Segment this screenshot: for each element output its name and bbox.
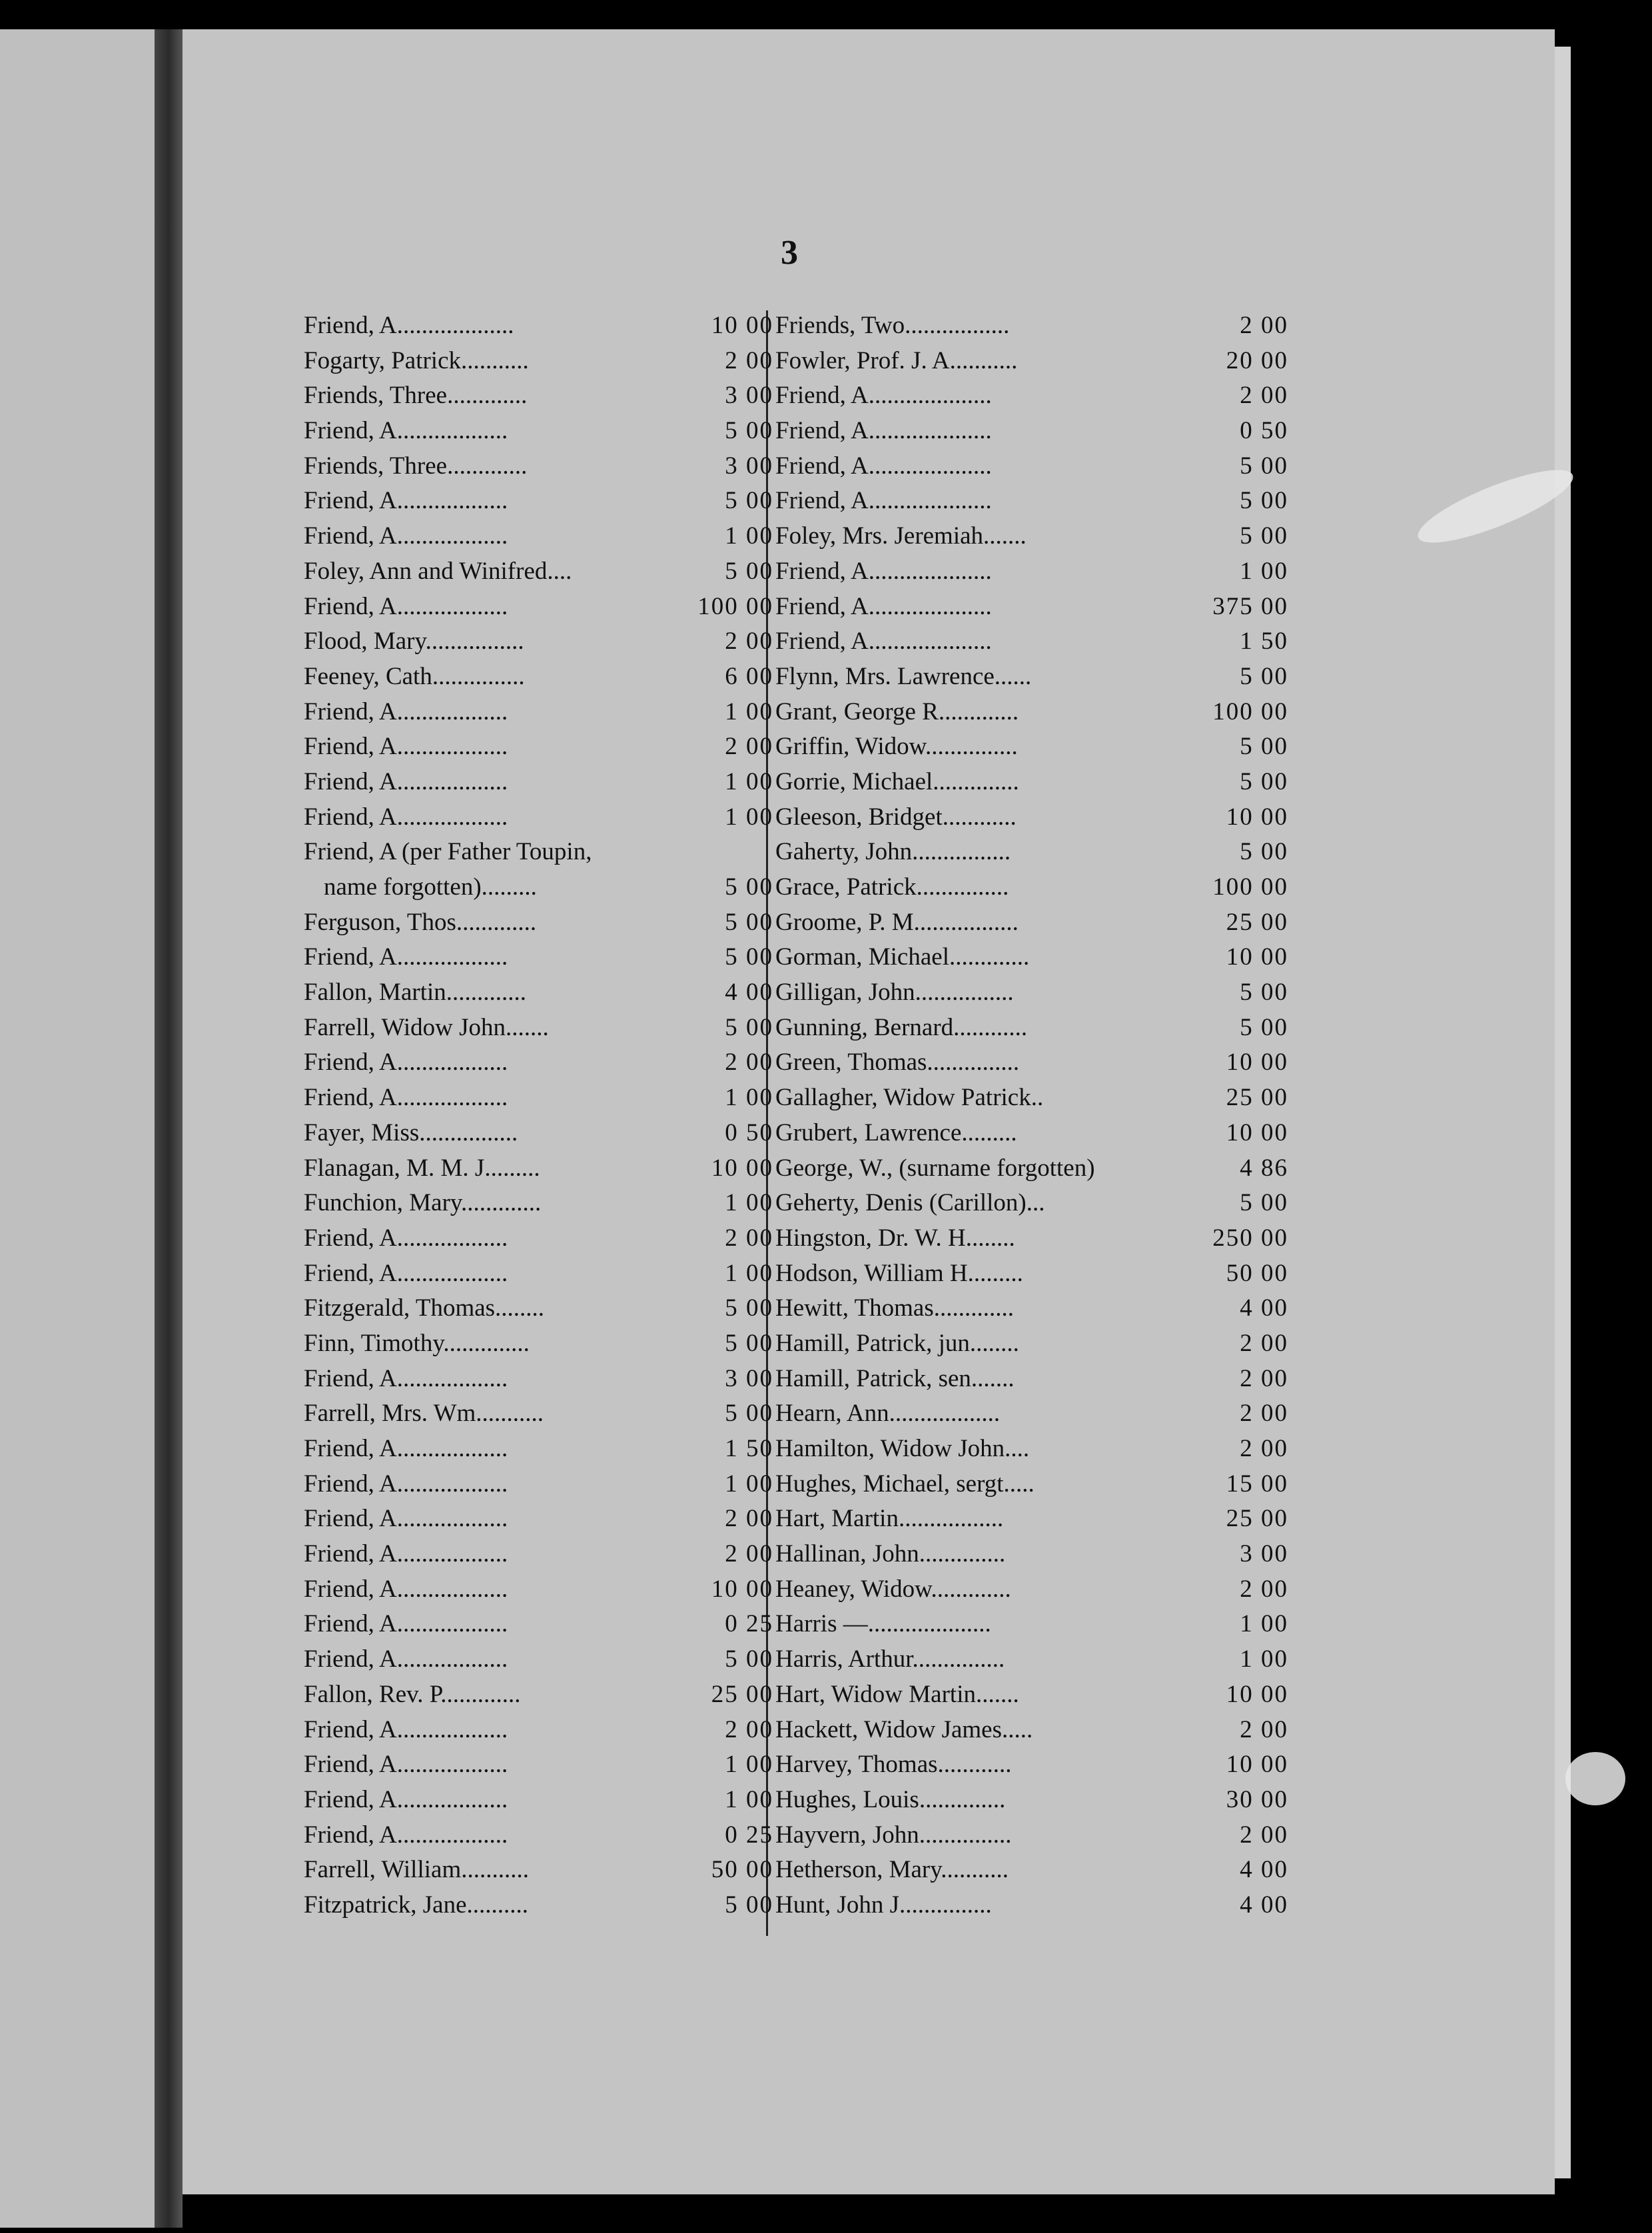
donor-name: Flanagan, M. M. J......... [304,1154,540,1182]
list-item [304,940,773,975]
donor-name: Feeney, Cath............... [304,662,525,690]
donor-name: Harris, Arthur............... [775,1645,1005,1673]
donation-amount: 6 00 [725,662,773,690]
donor-name: Friend, A.................... [775,382,992,410]
list-item [304,1888,773,1923]
donation-amount: 5 00 [1240,767,1288,795]
donation-amount: 0 25 [725,1821,773,1849]
list-item [775,1467,1288,1502]
donor-name: Hayvern, John............... [775,1821,1012,1849]
donation-amount: 1 00 [725,697,773,725]
list-item [304,308,773,344]
list-item [304,1116,773,1151]
list-item [775,1572,1288,1607]
list-item [304,660,773,695]
list-item [304,1081,773,1116]
donor-name: Friend, A.................. [304,1470,508,1498]
list-item [304,1467,773,1502]
donor-name: Friends, Three............. [304,452,528,480]
list-item [775,1256,1288,1292]
list-item [775,1853,1288,1888]
donor-name: Friend, A.................... [775,628,992,656]
donation-amount: 25 00 [711,1680,773,1708]
donor-name: Fitzpatrick, Jane.......... [304,1891,529,1919]
list-item [304,1186,773,1221]
donation-amount: 0 50 [1240,417,1288,445]
donor-name: Friend, A.................. [304,1715,508,1743]
donor-name: Grace, Patrick............... [775,873,1009,901]
list-item [304,1537,773,1572]
list-item [775,729,1288,765]
donor-name: Hodson, William H......... [775,1259,1023,1287]
donor-name: Farrell, Mrs. Wm........... [304,1400,544,1428]
donor-name: Hamill, Patrick, sen....... [775,1364,1015,1392]
list-item [775,1607,1288,1642]
list-item [775,1116,1288,1151]
list-item [304,484,773,519]
donor-name: Friend, A.................... [775,487,992,515]
donor-name: Harvey, Thomas............ [775,1751,1012,1779]
donation-amount: 375 00 [1212,592,1288,620]
donor-name: Hearn, Ann.................. [775,1400,1001,1428]
donation-amount: 5 00 [725,1294,773,1322]
donor-name: George, W., (surname forgotten) [775,1154,1095,1182]
donor-name: Funchion, Mary............. [304,1189,542,1217]
donor-name: Fogarty, Patrick........... [304,346,529,374]
donation-amount: 1 00 [725,1470,773,1498]
donation-amount: 2 00 [1240,312,1288,339]
donation-amount: 25 00 [1226,908,1288,936]
donation-amount: 30 00 [1226,1785,1288,1813]
book-spine [155,29,183,2228]
donor-name: Foley, Mrs. Jeremiah....... [775,522,1027,550]
donation-amount: 100 00 [1212,873,1288,901]
donation-amount: 50 00 [711,1856,773,1884]
donor-name: Friend, A.................. [304,767,508,795]
donation-amount: 5 00 [1240,838,1288,866]
donation-amount: 5 00 [1240,1013,1288,1041]
donor-name: Hewitt, Thomas............. [775,1294,1014,1322]
list-item [775,1642,1288,1677]
list-item [775,554,1288,590]
list-item [304,1326,773,1362]
donor-name: Gallagher, Widow Patrick.. [775,1084,1044,1112]
donor-name: Friend, A.................. [304,1224,508,1252]
right-column-list [775,308,1288,1923]
donation-amount: 10 00 [1226,1680,1288,1708]
list-item [775,800,1288,835]
donation-amount: 3 00 [725,1364,773,1392]
donation-amount: 25 00 [1226,1505,1288,1533]
donor-name: Gaherty, John................ [775,838,1011,866]
list-item [304,378,773,414]
list-item [775,1888,1288,1923]
list-item [304,1783,773,1818]
donor-name: Hughes, Michael, sergt..... [775,1470,1034,1498]
list-item [775,519,1288,554]
donor-name: Hamill, Patrick, jun........ [775,1329,1019,1357]
list-item [304,1396,773,1432]
donation-amount: 10 00 [1226,1118,1288,1146]
donor-name: Gleeson, Bridget............ [775,803,1017,831]
list-item [304,1432,773,1467]
donor-name: Friend, A.................. [304,417,508,445]
list-item [775,1186,1288,1221]
donor-name: Friend, A.................. [304,1049,508,1077]
list-item [775,378,1288,414]
donor-name: Griffin, Widow............... [775,733,1018,761]
list-item [775,624,1288,660]
list-item [775,308,1288,344]
donor-name: Hart, Martin................. [775,1505,1004,1533]
donation-amount: 10 00 [1226,1751,1288,1779]
donor-name: Friend, A.................... [775,417,992,445]
donation-amount: 5 00 [725,417,773,445]
donor-name: Friend, A.................. [304,1645,508,1673]
list-item [304,1291,773,1326]
donor-name: Grubert, Lawrence......... [775,1118,1017,1146]
donation-amount: 2 00 [725,733,773,761]
list-item [775,449,1288,484]
donor-name: Friend, A.................. [304,1505,508,1533]
donation-amount: 2 00 [725,1505,773,1533]
donation-amount: 2 00 [1240,1329,1288,1357]
list-item [304,344,773,379]
donation-amount: 10 00 [711,312,773,339]
donor-name: Friend, A.................. [304,943,508,971]
left-column-list [304,308,773,1923]
donor-name: Hetherson, Mary........... [775,1856,1009,1884]
donor-name-continued: name forgotten)......... [324,873,537,901]
donation-amount: 20 00 [1226,346,1288,374]
donation-amount: 1 00 [725,1259,773,1287]
donation-amount: 5 00 [725,1013,773,1041]
donation-amount: 5 00 [1240,522,1288,550]
donor-name: Farrell, Widow John....... [304,1013,549,1041]
adjacent-page [0,29,155,2228]
donation-amount: 2 00 [725,1049,773,1077]
list-item [304,1502,773,1537]
donation-amount: 2 00 [1240,1715,1288,1743]
list-item [775,695,1288,730]
donor-name: Friend, A (per Father Toupin, name forgotten)......... [304,835,657,905]
donor-name: Fowler, Prof. J. A........... [775,346,1018,374]
donor-name: Friend, A.................... [775,452,992,480]
list-item [304,1151,773,1186]
donation-amount: 1 00 [725,767,773,795]
donor-name: Hingston, Dr. W. H........ [775,1224,1015,1252]
page-edge [1555,47,1571,2178]
donor-name: Hallinan, John.............. [775,1540,1006,1568]
donation-amount: 10 00 [1226,943,1288,971]
donation-amount: 4 00 [1240,1856,1288,1884]
donation-amount: 1 50 [725,1435,773,1463]
donation-amount: 100 00 [697,592,773,620]
donor-name: Flynn, Mrs. Lawrence...... [775,662,1032,690]
list-item [304,519,773,554]
donor-name: Friend, A.................. [304,803,508,831]
list-item [304,590,773,625]
list-item [304,1572,773,1607]
donation-amount: 2 00 [725,1540,773,1568]
donor-name: Friend, A.................. [304,733,508,761]
donation-amount: 1 00 [1240,1645,1288,1673]
list-item [304,554,773,590]
donation-amount: 2 00 [725,1715,773,1743]
donation-amount: 4 86 [1240,1154,1288,1182]
donor-name: Farrell, William........... [304,1856,529,1884]
donation-amount: 5 00 [1240,452,1288,480]
donation-amount: 1 00 [725,522,773,550]
list-item [304,1747,773,1783]
donation-amount: 1 50 [1240,628,1288,656]
list-item [775,975,1288,1011]
donor-name: Geherty, Denis (Carillon)... [775,1189,1045,1217]
list-item [775,1011,1288,1046]
donor-name: Friend, A.................... [775,592,992,620]
donor-name: Friend, A.................. [304,1364,508,1392]
donation-amount: 5 00 [725,943,773,971]
donation-amount: 5 00 [1240,979,1288,1007]
donation-amount: 0 50 [725,1118,773,1146]
donation-amount: 4 00 [1240,1891,1288,1919]
donor-name: Friend, A.................. [304,1821,508,1849]
donation-amount: 10 00 [1226,803,1288,831]
donation-amount: 2 00 [725,346,773,374]
list-item [775,590,1288,625]
donor-name: Friend, A................... [304,312,514,339]
list-item [775,1432,1288,1467]
donation-amount: 5 00 [1240,733,1288,761]
list-item [304,414,773,449]
list-item [304,1818,773,1853]
list-item [304,1677,773,1713]
donor-name: Groome, P. M................. [775,908,1019,936]
list-item [775,660,1288,695]
donation-amount: 100 00 [1212,697,1288,725]
donation-amount: 25 00 [1226,1084,1288,1112]
donation-amount: 5 00 [1240,1189,1288,1217]
donor-name: Fayer, Miss................ [304,1118,518,1146]
donor-name: Gorrie, Michael.............. [775,767,1019,795]
donation-amount: 3 00 [725,382,773,410]
donor-name: Gilligan, John................ [775,979,1014,1007]
list-item [304,1607,773,1642]
donation-amount: 5 00 [725,873,773,901]
donor-name: Green, Thomas............... [775,1049,1020,1077]
list-item [775,1291,1288,1326]
donor-name: Hackett, Widow James..... [775,1715,1033,1743]
donation-amount: 250 00 [1212,1224,1288,1252]
donation-amount: 10 00 [1226,1049,1288,1077]
list-item [775,1396,1288,1432]
list-item [775,484,1288,519]
donor-name: Grant, George R............. [775,697,1019,725]
list-item [304,1221,773,1256]
list-item [304,1256,773,1292]
list-item [304,800,773,835]
donor-name: Harris —.................... [775,1610,991,1638]
donor-name: Friends, Two................. [775,312,1010,339]
donor-name: Friend, A.................. [304,522,508,550]
donor-name: Ferguson, Thos............. [304,908,537,936]
list-item [775,1677,1288,1713]
donation-amount: 1 00 [725,1084,773,1112]
donation-amount: 5 00 [1240,487,1288,515]
donation-amount: 5 00 [1240,662,1288,690]
donor-name: Friend, A.................. [304,1435,508,1463]
donation-amount: 10 00 [711,1154,773,1182]
list-item [775,1081,1288,1116]
list-item [775,1537,1288,1572]
donation-amount: 3 00 [1240,1540,1288,1568]
list-item [304,624,773,660]
donation-amount: 1 00 [725,803,773,831]
donor-name: Friend, A.................. [304,1751,508,1779]
donation-amount: 1 00 [725,1189,773,1217]
donor-name: Hunt, John J............... [775,1891,992,1919]
list-item [304,1642,773,1677]
donor-name: Friend, A.................. [304,1259,508,1287]
donation-amount: 5 00 [725,1891,773,1919]
donor-name: Gunning, Bernard............ [775,1013,1028,1041]
donor-name: Friend, A.................. [304,697,508,725]
list-item [775,1221,1288,1256]
donation-amount: 5 00 [725,1645,773,1673]
page-number: 3 [781,234,798,272]
donation-amount: 2 00 [725,628,773,656]
donor-name: Friend, A.................. [304,1575,508,1603]
list-item [304,835,773,905]
donor-name: Friend, A.................. [304,1785,508,1813]
donor-name: Gorman, Michael............. [775,943,1030,971]
donor-name: Friend, A.................... [775,557,992,585]
list-item [775,1362,1288,1397]
donation-amount: 5 00 [725,1329,773,1357]
list-item [775,1502,1288,1537]
donation-amount: 2 00 [1240,382,1288,410]
donation-amount: 10 00 [711,1575,773,1603]
list-item [304,695,773,730]
donor-name: Friend, A.................. [304,1540,508,1568]
list-item [775,344,1288,379]
list-item [775,414,1288,449]
list-item [775,1151,1288,1186]
donation-amount: 15 00 [1226,1470,1288,1498]
list-item [304,765,773,800]
list-item [775,940,1288,975]
list-item [304,1045,773,1081]
donor-name: Friend, A.................. [304,592,508,620]
list-item [775,1326,1288,1362]
list-item [775,905,1288,941]
donor-name: Fallon, Rev. P............. [304,1680,521,1708]
donation-amount: 1 00 [725,1751,773,1779]
list-item [775,1818,1288,1853]
paper-smudge [1565,1752,1625,1805]
donor-name: Hughes, Louis.............. [775,1785,1006,1813]
donor-name: Heaney, Widow............. [775,1575,1011,1603]
donation-amount: 2 00 [1240,1821,1288,1849]
donation-amount: 0 25 [725,1610,773,1638]
donation-amount: 1 00 [725,1785,773,1813]
donor-name: Hamilton, Widow John.... [775,1435,1030,1462]
donation-amount: 4 00 [725,979,773,1007]
donation-amount: 2 00 [1240,1435,1288,1462]
list-item [304,729,773,765]
list-item [304,1362,773,1397]
donation-amount: 5 00 [725,557,773,585]
donation-amount: 1 00 [1240,1610,1288,1638]
donation-amount: 2 00 [1240,1400,1288,1428]
list-item [775,765,1288,800]
donation-amount: 5 00 [725,487,773,515]
list-item [775,1747,1288,1783]
donation-amount: 2 00 [1240,1364,1288,1392]
donor-name: Hart, Widow Martin....... [775,1680,1019,1708]
donor-name: Friend, A.................. [304,487,508,515]
list-item [304,1853,773,1888]
list-item [775,835,1288,870]
donor-name: Fallon, Martin............. [304,979,527,1007]
donation-amount: 1 00 [1240,557,1288,585]
list-item [775,870,1288,905]
donor-name: Friend, A.................. [304,1084,508,1112]
list-item [304,1713,773,1748]
donor-name: Flood, Mary................ [304,628,524,656]
donor-name: Finn, Timothy.............. [304,1329,530,1357]
donation-amount: 2 00 [725,1224,773,1252]
donation-amount: 2 00 [1240,1575,1288,1603]
list-item [304,1011,773,1046]
donation-amount: 5 00 [725,1400,773,1428]
donation-amount: 50 00 [1226,1259,1288,1287]
donor-name: Friend, A.................. [304,1610,508,1638]
donor-name: Fitzgerald, Thomas........ [304,1294,545,1322]
list-item [775,1783,1288,1818]
list-item [304,449,773,484]
list-item [775,1713,1288,1748]
list-item [304,975,773,1011]
donation-amount: 5 00 [725,908,773,936]
list-item [304,905,773,941]
donor-name: Foley, Ann and Winifred.... [304,557,572,585]
donation-amount: 4 00 [1240,1294,1288,1322]
donation-amount: 3 00 [725,452,773,480]
list-item [775,1045,1288,1081]
donor-name: Friends, Three............. [304,382,528,410]
